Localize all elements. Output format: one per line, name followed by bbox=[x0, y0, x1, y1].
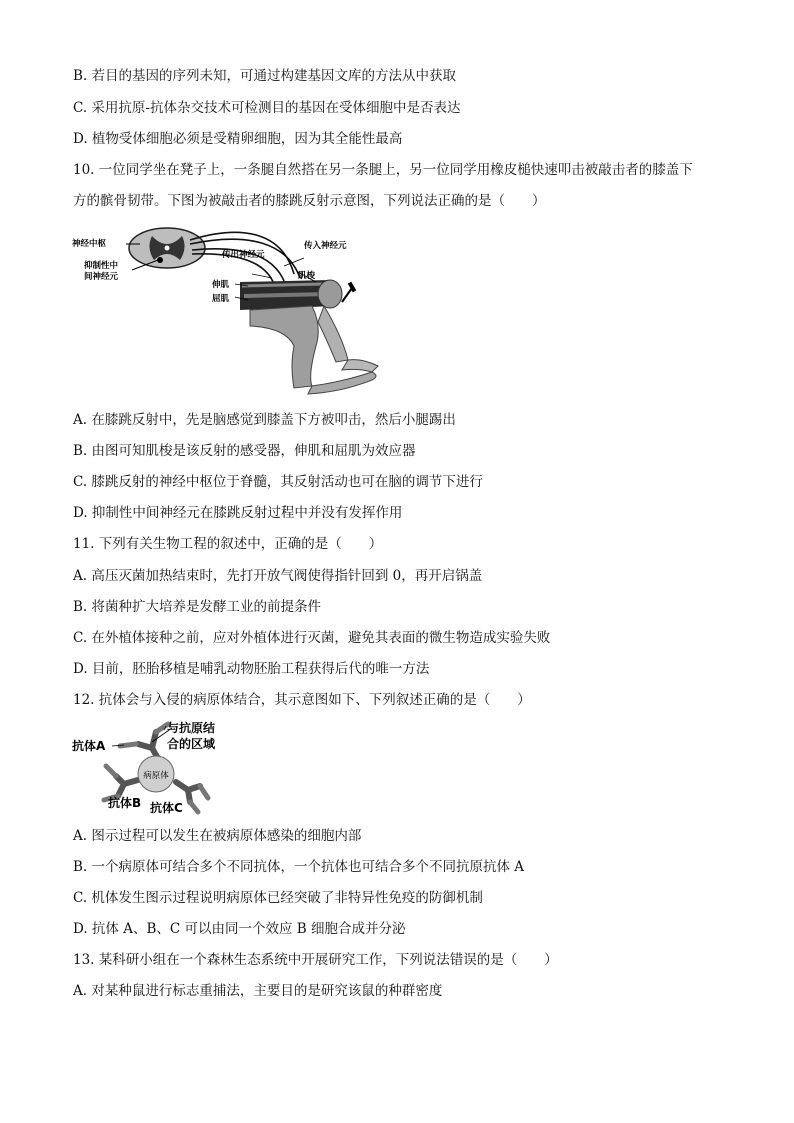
label-inhibitory-neuron-2: 间神经元 bbox=[84, 272, 119, 282]
label-binding-region-1: 与抗原结 bbox=[167, 721, 216, 735]
q12-option-a: A. 图示过程可以发生在被病原体感染的细胞内部 bbox=[73, 828, 362, 844]
q12-option-d: D. 抗体 A、B、C 可以由同一个效应 B 细胞合成并分泌 bbox=[73, 921, 406, 937]
label-afferent-neuron: 传入神经元 bbox=[304, 241, 347, 251]
label-antibody-a: 抗体A bbox=[72, 739, 106, 753]
q10-stem-line2: 方的髌骨韧带。下图为被敲击者的膝跳反射示意图，下列说法正确的是（ ） bbox=[73, 193, 546, 209]
q9-option-b: B. 若目的基因的序列未知，可通过构建基因文库的方法从中获取 bbox=[73, 68, 457, 84]
q10-option-a: A. 在膝跳反射中，先是脑感觉到膝盖下方被叩击，然后小腿踢出 bbox=[73, 412, 456, 428]
q11-option-a: A. 高压灭菌加热结束时，先打开放气阀使得指针回到 0，再开启锅盖 bbox=[73, 568, 483, 584]
label-inhibitory-neuron-1: 抑制性中 bbox=[84, 261, 119, 271]
q10-stem-line1: 10. 一位同学坐在凳子上，一条腿自然搭在另一条腿上，另一位同学用橡皮槌快速叩击被敲击者的膝盖下 bbox=[73, 162, 693, 178]
q9-option-c: C. 采用抗原-抗体杂交技术可检测目的基因在受体细胞中是否表达 bbox=[73, 100, 461, 116]
q12-stem: 12. 抗体会与入侵的病原体结合，其示意图如下、下列叙述正确的是（ ） bbox=[73, 692, 531, 708]
knee-jerk-reflex-figure bbox=[72, 226, 384, 398]
q10-option-b: B. 由图可知肌梭是该反射的感受器，伸肌和屈肌为效应器 bbox=[73, 443, 416, 459]
label-efferent-neuron: 传出神经元 bbox=[222, 250, 265, 260]
label-antibody-b: 抗体B bbox=[108, 796, 142, 810]
q12-option-c: C. 机体发生图示过程说明病原体已经突破了非特异性免疫的防御机制 bbox=[73, 890, 483, 906]
label-muscle-spindle: 肌梭 bbox=[298, 271, 316, 281]
label-pathogen: 病原体 bbox=[143, 771, 169, 781]
q13-stem: 13. 某科研小组在一个森林生态系统中开展研究工作，下列说法错误的是（ ） bbox=[73, 952, 558, 968]
q12-option-b: B. 一个病原体可结合多个不同抗体，一个抗体也可结合多个不同抗原抗体 A bbox=[73, 859, 525, 875]
q9-option-d: D. 植物受体细胞必须是受精卵细胞，因为其全能性最高 bbox=[73, 131, 403, 147]
label-antibody-c: 抗体C bbox=[150, 801, 183, 815]
antibody-pathogen-figure bbox=[72, 718, 234, 818]
q10-option-d: D. 抑制性中间神经元在膝跳反射过程中并没有发挥作用 bbox=[73, 505, 403, 521]
q11-option-c: C. 在外植体接种之前，应对外植体进行灭菌，避免其表面的微生物造成实验失败 bbox=[73, 630, 551, 646]
q10-option-c: C. 膝跳反射的神经中枢位于脊髓，其反射活动也可在脑的调节下进行 bbox=[73, 474, 483, 490]
q11-option-b: B. 将菌种扩大培养是发酵工业的前提条件 bbox=[73, 599, 322, 615]
q13-option-a: A. 对某种鼠进行标志重捕法，主要目的是研究该鼠的种群密度 bbox=[73, 983, 443, 999]
q11-stem: 11. 下列有关生物工程的叙述中，正确的是（ ） bbox=[73, 536, 383, 552]
label-extensor: 伸肌 bbox=[212, 280, 230, 290]
label-binding-region-2: 合的区域 bbox=[167, 737, 216, 751]
q11-option-d: D. 目前，胚胎移植是哺乳动物胚胎工程获得后代的唯一方法 bbox=[73, 661, 430, 677]
label-nerve-center: 神经中枢 bbox=[72, 239, 107, 249]
label-flexor: 屈肌 bbox=[212, 294, 230, 304]
